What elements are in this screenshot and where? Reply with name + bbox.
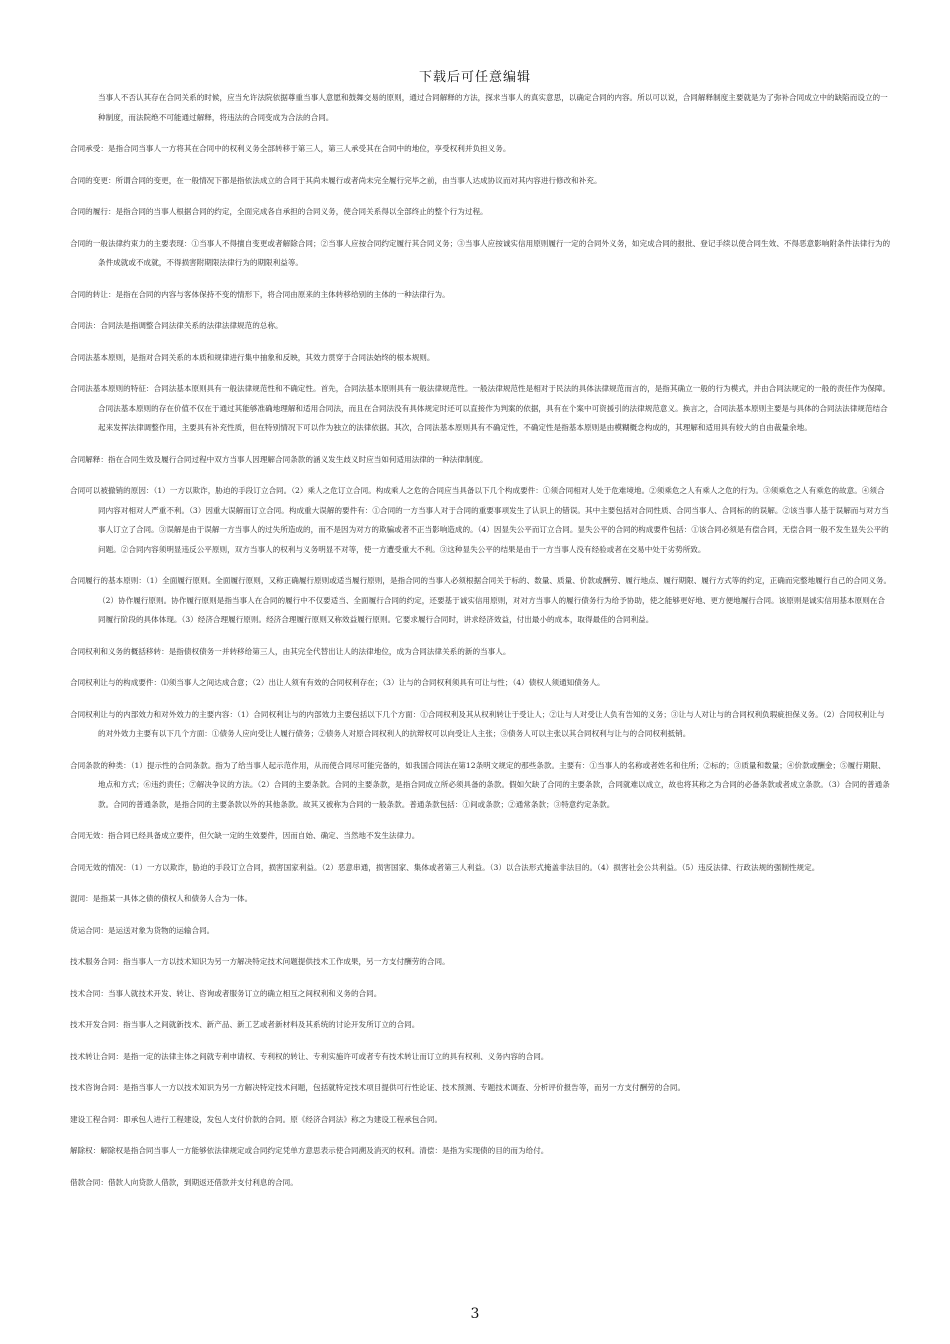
paragraph-contract-law: 合同法：合同法是指调整合同法律关系的法律法律规范的总称。 [70,321,283,330]
paragraph-intro: 当事人不否认其存在合同关系的时候，应当允许法院依据尊重当事人意愿和鼓舞交易的原则，通过合同解释的方法，探求当事人的真实意思，以确定合同的内容。所以可以说，合同解释制度主要就是为了弥补合同成立中的缺陷而设立的一种制度，而法院绝不可能通过解释，将违法的合同变成为合法的合同。 [98,93,888,122]
paragraph-assignment-of-rights-obligations: 合同权利和义务的概括移转：是指债权债务一并转移给第三人，由其完全代替出让人的法律地位，成为合同法律关系的新的当事人。 [70,646,511,656]
paragraph-rescission-right: 解除权：解除权是指合同当事人一方能够依法律规定或合同约定凭单方意思表示使合同溯及消灭的权利。清偿：是指为实现债的目的而为给付。 [70,1146,549,1155]
paragraph-tech-contract: 技术合同：当事人就技术开发、转让、咨询或者服务订立的确立相互之间权利和义务的合同。 [70,988,382,998]
paragraph-contract-modification: 合同的变更：所谓合同的变更，在一般情况下都是指依法成立的合同于其尚未履行或者尚未完全履行完毕之前，由当事人达成协议而对其内容进行修改和补充。 [70,175,602,185]
paragraph-contract-performance: 合同的履行：是指合同的当事人根据合同的约定，全面完成各自承担的合同义务，使合同关系得以全部终止的整个行为过程。 [70,207,488,216]
paragraph-tech-consulting-contract: 技术咨询合同：是指当事人一方以技术知识为另一方解决特定技术问题，包括就特定技术项目提供可行性论证、技术预测、专题技术调查、分析评价报告等，而另一方支付酬劳的合同。 [70,1083,686,1092]
paragraph-principle-features: 合同法基本原则的特征：合同法基本原则具有一般法律规范性和不确定性。首先，合同法基本原则具有一般法律规范性。一般法律规范性是相对于民法的具体法律规范而言的，是指其确立一般的行为模式，并由合同法规定的一般的责任作为保障。合同法基本原则的存在价值不仅在于通过其能够准确地理解和适用合同法，而且在合同法没有具体规定时还可以直接作为判案的依据，具有在个案中可资援引的法律规范意义。换言之，合同法基本原则主要是与具体的合同法法律规范结合起来发挥法律调整作用，主要具有补充性质，但在特别情况下可以作为独立的法律依据。其次，合同法基本原则具有不确定性，不确定性是指基本原则是由模糊概念构成的，其理解和适用具有较大的自由裁量余地。 [70,384,891,432]
paragraph-merger: 混同：是指某一具体之债的债权人和债务人合为一体。 [70,894,253,903]
paragraph-freight-contract: 货运合同：是运送对象为货物的运输合同。 [70,925,215,935]
paragraph-contract-invalid: 合同无效：指合同已经具备成立要件，但欠缺一定的生效要件，因而自始、确定、当然地不发生法律力。 [70,831,420,840]
page-header: 下载后可任意编辑 [418,70,531,85]
paragraph-contract-transfer: 合同的转让：是指在合同的内容与客体保持不变的情形下，将合同由原来的主体转移给别的主体的一种法律行为。 [70,289,450,299]
paragraph-construction-contract: 建设工程合同：即承包人进行工程建设，发包人支付价款的合同。原《经济合同法》称之为建设工程承包合同。 [70,1114,443,1124]
paragraph-contract-assumption: 合同承受：是指合同当事人一方将其在合同中的权利义务全部转移于第三人，第三人承受其在合同中的地位，享受权利并负担义务。 [70,144,511,153]
paragraph-tech-development-contract: 技术开发合同：指当事人之间就新技术、新产品、新工艺或者新材料及其系统的讨论开发所订立的合同。 [70,1020,420,1029]
paragraph-revocation-reasons: 合同可以被撤销的原因：（1）一方以欺诈，胁迫的手段订立合同。（2）乘人之危订立合同。构成乘人之危的合同应当具备以下几个构成要件：①须合同相对人处于危难境地。②须乘危之人有乘人之危的行为。③须乘危之人有乘危的故意。④须合同内容对相对人严重不利。（3）因重大误解而订立合同。构成重大误解的要件有：①合同的一方当事人对于合同的重要事项发生了认识上的错误。其中主要包括对合同性质、合同当事人、合同标的的误解。②该当事人基于误解而与对方当事人订立了合同。③误解是由于误解一方当事人的过失所造成的，而不是因为对方的欺骗或者不正当影响造成的。（4）因显失公平而订立合同。显失公平的合同的构成要件包括：①该合同必须是有偿合同，无偿合同一般不发生显失公平的问题。②合同内容须明显违反公平原则，双方当事人的权利与义务明显不对等，使一方遭受重大不利。③这种显失公平的结果是由于一方当事人没有经验或者在交易中处于劣势所致。 [70,486,889,554]
page-number: 3 [470,1306,480,1322]
paragraph-assignment-requirements: 合同权利让与的构成要件：⑴须当事人之间达成合意；（2）出让人须有有效的合同权利存在；（3）让与的合同权利须具有可让与性；（4）债权人须通知债务人。 [70,678,605,687]
paragraph-performance-principles: 合同履行的基本原则：（1）全面履行原则。全面履行原则，又称正确履行原则或适当履行原则，是指合同的当事人必须根据合同关于标的、数量、质量、价款或酬劳、履行地点、履行期限、履行方式等的约定，正确而完整地履行自己的合同义务。（2）协作履行原则。协作履行原则是指当事人在合同的履行中不仅要适当、全面履行合同的约定，还要基于诚实信用原则，对对方当事人的履行债务行为给予协助，使之能够更好地、更方便地履行合同。该原则是诚实信用基本原则在合同履行阶段的具体体现。（3）经济合理履行原则。经济合理履行原则又称效益履行原则。它要求履行合同时，讲求经济效益，付出最小的成本，取得最佳的合同利益。 [70,576,892,624]
document-body [70,88,892,1204]
paragraph-assignment-effects: 合同权利让与的内部效力和对外效力的主要内容：（1）合同权利让与的内部效力主要包括以下几个方面：①合同权利及其从权利转让于受让人；②让与人对受让人负有告知的义务；③让与人对让与的合同权利负瑕疵担保义务。（2）合同权利让与的对外效力主要有以下几个方面：①债务人应向受让人履行债务；②债务人对原合同权利人的抗辩权可以向受让人主张；③债务人可以主张以其合同权利与让与的合同权利抵销。 [70,709,885,738]
paragraph-basic-principles: 合同法基本原则，是指对合同关系的本质和规律进行集中抽象和反映，其效力贯穿于合同法始终的根本规则。 [70,352,435,362]
paragraph-binding-force: 合同的一般法律约束力的主要表现：①当事人不得擅自变更或者解除合同；②当事人应按合同约定履行其合同义务；③当事人应按诚实信用原则履行一定的合同外义务，如完成合同的报批、登记手续以使合同生效、不得恶意影响附条件法律行为的条件成就或不成就，不得损害附期限法律行为的期限利益等。 [70,238,891,267]
paragraph-contract-interpretation: 合同解释：指在合同生效及履行合同过程中双方当事人因理解合同条款的涵义发生歧义时应当如何适用法律的一种法律制度。 [70,454,488,464]
paragraph-tech-service-contract: 技术服务合同：指当事人一方以技术知识为另一方解决特定技术问题提供技术工作成果，另一方支付酬劳的合同。 [70,957,450,966]
paragraph-tech-transfer-contract: 技术转让合同：是指一定的法律主体之间就专利申请权、专利权的转让、专利实施许可或者专有技术转让而订立的具有权利、义务内容的合同。 [70,1051,549,1061]
paragraph-invalid-cases: 合同无效的情况：（1）一方以欺诈，胁迫的手段订立合同，损害国家利益。（2）恶意串通，损害国家、集体或者第三人利益。（3）以合法形式掩盖非法目的。（4）损害社会公共利益。（5）违反法律、行政法规的强制性规定。 [70,862,820,872]
paragraph-clause-types: 合同条款的种类：（1）提示性的合同条款。指为了给当事人起示范作用，从而使合同尽可能完备的，如我国合同法在第12条明文规定的那些条款。主要有：①当事人的名称或者姓名和住所；②标的；③质量和数量；④价款或酬金；⑤履行期限、地点和方式；⑥违约责任；⑦解决争议的方法。（2）合同的主要条款。合同的主要条款，是指合同成立所必须具备的条款。假如欠缺了合同的主要条款，合同就难以成立，故也将其称之为合同的必备条款或者成立条款。（3）合同的普通条款。合同的普通条款，是指合同的主要条款以外的其他条款。故其又被称为合同的一般条款。普通条款包括：①间或条款；②通常条款；③特意约定条款。 [70,760,890,809]
paragraph-loan-contract: 借款合同：借款人向贷款人借款，到期返还借款并支付利息的合同。 [70,1177,298,1187]
